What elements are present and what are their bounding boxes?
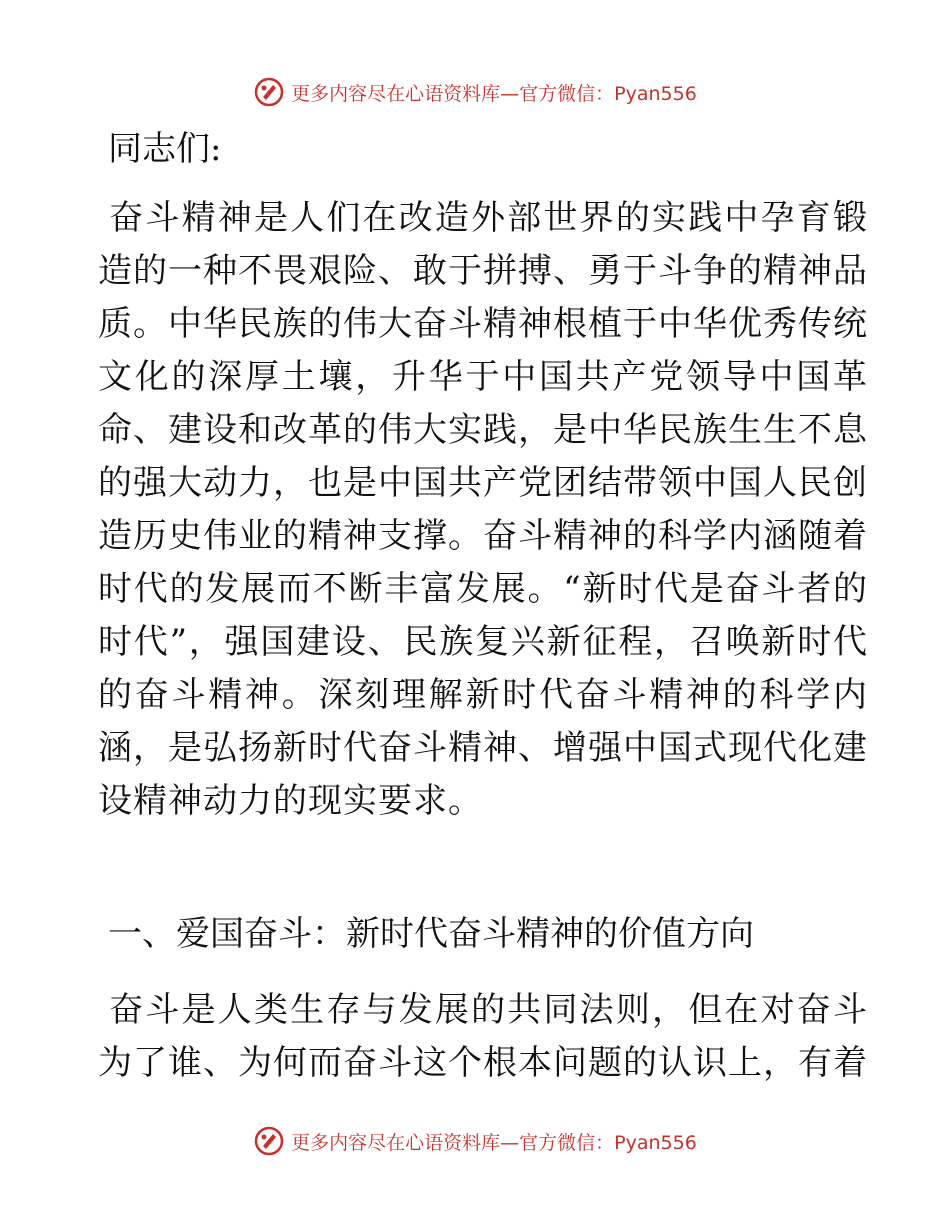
header-watermark-banner: [0, 72, 950, 112]
seal-logo-icon: [253, 1125, 285, 1157]
paragraph-1-text: 奋斗精神是人们在改造外部世界的实践中孕育锻造的一种不畏艰险、敢于拼搏、勇于斗争的精神品质。中华民族的伟大奋斗精神根植于中华优秀传统文化的深厚土壤，升华于中国共产党领导中国革命、建设和改革的伟大实践，是中华民族生生不息的强大动力，也是中国共产党团结带领中国人民创造历史伟业的精神支撑。奋斗精神的科学内涵随着时代的发展而不断丰富发展。“新时代是奋斗者的时代”，强国建设、民族复兴新征程，召唤新时代的奋斗精神。深刻理解新时代奋斗精神的科学内涵，是弘扬新时代奋斗精神、增强中国式现代化建设精神动力的现实要求。: [98, 198, 868, 821]
body-paragraph-1: [98, 192, 868, 828]
header-banner-text: 更多内容尽在心语资料库—官方微信：Pyan556: [291, 82, 697, 105]
greeting: 同志们:: [108, 129, 222, 169]
paragraph-2-text: 奋斗是人类生存与发展的共同法则，但在对奋斗为了谁、为何而奋斗这个根本问题的认识上，有着: [98, 990, 868, 1083]
footer-watermark-banner: [0, 1121, 950, 1161]
section-heading-1: 一、爱国奋斗：新时代奋斗精神的价值方向: [108, 914, 754, 954]
body-paragraph-2: [98, 984, 868, 1090]
seal-logo-icon: [253, 76, 285, 108]
footer-banner-text: 更多内容尽在心语资料库—官方微信：Pyan556: [291, 1131, 697, 1154]
